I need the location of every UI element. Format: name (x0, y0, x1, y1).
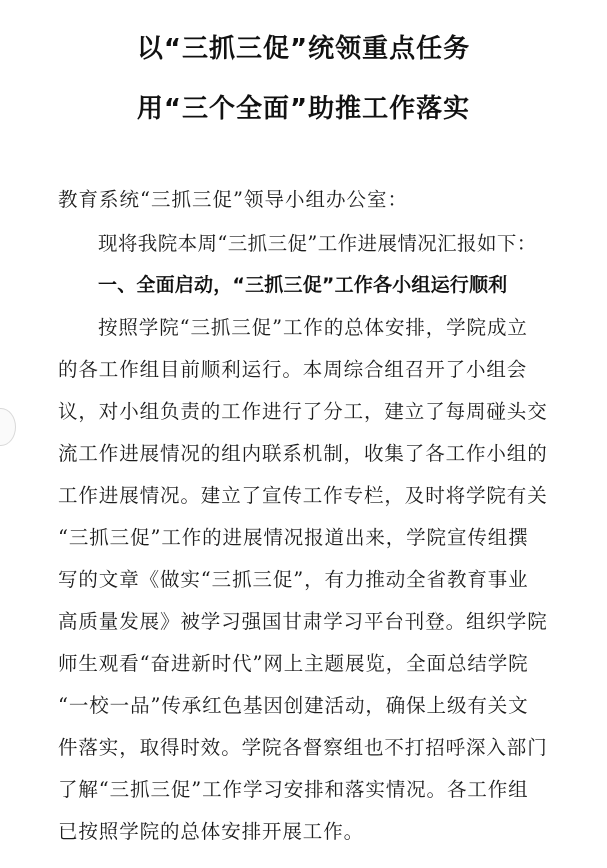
body-line-5: 工作进展情况。建立了宣传工作专栏，及时将学院有关 (58, 484, 548, 507)
body-line-13: 已按照学院的总体安排开展工作。 (58, 820, 365, 843)
salutation: 教育系统“三抓三促”领导小组办公室： (58, 188, 408, 211)
body-line-6: “三抓三促”工作的进展情况报道出来，学院宣传组撰 (58, 526, 529, 549)
document-title-line-1: 以“三抓三促”统领重点任务 (136, 34, 471, 64)
body-line-8: 高质量发展》被学习强国甘肃学习平台刊登。组织学院 (58, 610, 548, 633)
body-line-1: 按照学院“三抓三促”工作的总体安排，学院成立 (98, 316, 528, 339)
body-line-9: 师生观看“奋进新时代”网上主题展览，全面总结学院 (58, 652, 529, 675)
body-line-7: 写的文章《做实“三抓三促”，有力推动全省教育事业 (58, 568, 529, 591)
side-scroll-tab[interactable] (0, 408, 16, 446)
document-title-line-2: 用“三个全面”助推工作落实 (136, 94, 471, 124)
body-line-2: 的各工作组目前顺利运行。本周综合组召开了小组会 (58, 358, 528, 381)
body-line-3: 议，对小组负责的工作进行了分工，建立了每周碰头交 (58, 400, 548, 423)
body-line-11: 件落实，取得时效。学院各督察组也不打招呼深入部门 (58, 736, 548, 759)
intro-paragraph: 现将我院本周“三抓三促”工作进展情况汇报如下： (98, 232, 537, 255)
body-line-10: “一校一品”传承红色基因创建活动，确保上级有关文 (58, 694, 529, 717)
body-line-4: 流工作进展情况的组内联系机制，收集了各工作小组的 (58, 442, 548, 465)
body-line-12: 了解“三抓三促”工作学习安排和落实情况。各工作组 (58, 778, 529, 801)
section-heading: 一、全面启动，“三抓三促”工作各小组运行顺利 (98, 274, 508, 296)
